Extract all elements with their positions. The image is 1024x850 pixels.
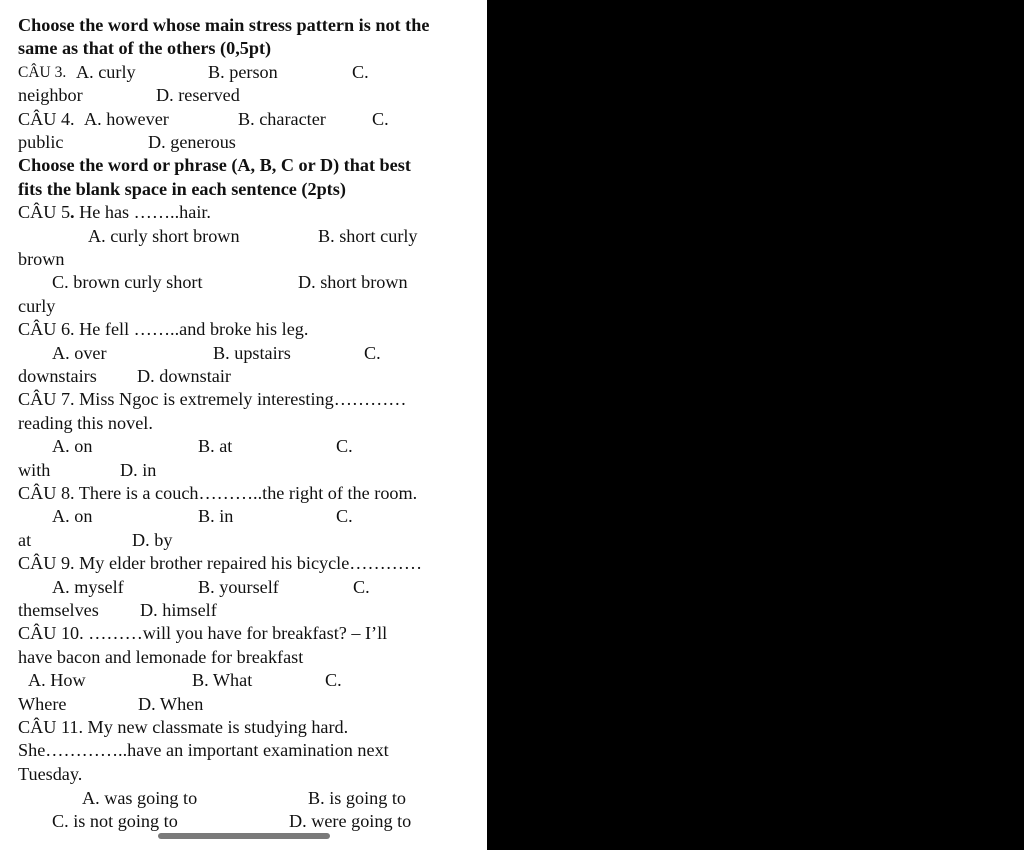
question-5-stem-text: He has ……..hair. bbox=[74, 202, 211, 223]
question-8-option-b: B. in bbox=[198, 506, 234, 527]
question-5-option-d-cont: curly bbox=[18, 295, 56, 316]
question-11-option-a: A. was going to bbox=[82, 788, 198, 808]
question-7-option-b: B. at bbox=[198, 436, 233, 457]
question-4-label: CÂU 4. bbox=[18, 108, 75, 129]
question-11-option-b: B. is going to bbox=[308, 788, 407, 808]
question-10-option-d: D. When bbox=[138, 693, 204, 714]
question-10-stem-line-2: have bacon and lemonade for breakfast bbox=[18, 646, 304, 667]
section-2-heading-line-2: fits the blank space in each sentence (2pts) bbox=[18, 178, 346, 199]
question-6-option-a: A. over bbox=[52, 342, 107, 363]
question-10-stem-line-1: CÂU 10. ………will you have for breakfast? – I’ll bbox=[18, 623, 388, 644]
question-5-option-a: A. curly short brown bbox=[88, 225, 240, 246]
question-8-option-d: D. by bbox=[132, 529, 173, 550]
section-2-heading-line-1: Choose the word or phrase (A, B, C or D) that best bbox=[18, 155, 411, 176]
question-8-stem: CÂU 8. There is a couch………..the right of the room. bbox=[18, 483, 418, 503]
question-3-label: CÂU 3. bbox=[18, 63, 67, 81]
question-7-option-a: A. on bbox=[52, 436, 93, 457]
question-3-option-d: D. reserved bbox=[156, 85, 240, 106]
question-4-option-a: A. however bbox=[84, 108, 169, 129]
question-7-option-c-letter: C. bbox=[336, 436, 353, 457]
question-8-option-c-letter: C. bbox=[336, 506, 353, 527]
question-7-option-d: D. in bbox=[120, 459, 157, 480]
document-page bbox=[0, 0, 487, 850]
question-5-option-c: C. brown curly short bbox=[52, 272, 203, 293]
section-1-heading-line-1: Choose the word whose main stress pattern is not the bbox=[18, 15, 430, 35]
question-6-stem: CÂU 6. He fell ……..and broke his leg. bbox=[18, 319, 309, 340]
home-indicator-bar[interactable] bbox=[158, 833, 330, 839]
question-10-option-a: A. How bbox=[28, 670, 86, 691]
question-6-option-d: D. downstair bbox=[137, 366, 231, 386]
question-4-option-d: D. generous bbox=[148, 132, 236, 152]
question-7-stem-line-2: reading this novel. bbox=[18, 412, 153, 433]
question-5-option-b-cont: brown bbox=[18, 249, 65, 269]
question-7-stem-line-1: CÂU 7. Miss Ngoc is extremely interesting………… bbox=[18, 389, 407, 410]
question-3-option-c-text: neighbor bbox=[18, 85, 83, 106]
question-11-stem-line-1: CÂU 11. My new classmate is studying hard. bbox=[18, 717, 349, 737]
question-9-option-d: D. himself bbox=[140, 600, 217, 620]
question-3-option-c-letter: C. bbox=[352, 61, 369, 82]
black-background-area bbox=[487, 0, 1024, 850]
question-9-stem: CÂU 9. My elder brother repaired his bicycle………… bbox=[18, 553, 423, 574]
question-3-option-b: B. person bbox=[208, 61, 278, 82]
question-9-option-c-letter: C. bbox=[353, 576, 370, 597]
question-3-option-a: A. curly bbox=[76, 61, 136, 82]
question-5-label: CÂU 5 bbox=[18, 202, 71, 223]
question-4-option-b: B. character bbox=[238, 108, 326, 129]
question-5-option-b: B. short curly bbox=[318, 225, 418, 246]
question-5-option-d: D. short brown bbox=[298, 272, 408, 293]
question-10-option-b: B. What bbox=[192, 670, 253, 691]
question-7-option-c-text: with bbox=[18, 459, 51, 480]
question-10-option-c-text: Where bbox=[18, 693, 67, 714]
section-1-heading-line-2: same as that of the others (0,5pt) bbox=[18, 38, 272, 59]
question-11-stem-line-2: She…………..have an important examination next bbox=[18, 740, 389, 761]
question-8-option-a: A. on bbox=[52, 506, 93, 527]
question-6-option-c-text: downstairs bbox=[18, 366, 97, 386]
question-4-option-c-text: public bbox=[18, 132, 64, 152]
question-8-option-c-text: at bbox=[18, 529, 32, 550]
question-11-stem-line-3: Tuesday. bbox=[18, 763, 83, 784]
question-11-option-d: D. were going to bbox=[289, 811, 412, 832]
question-5-stem bbox=[18, 201, 211, 224]
question-9-option-c-text: themselves bbox=[18, 600, 99, 620]
question-9-option-b: B. yourself bbox=[198, 576, 279, 597]
question-6-option-b: B. upstairs bbox=[213, 342, 291, 363]
question-4-option-c-letter: C. bbox=[372, 108, 389, 129]
question-9-option-a: A. myself bbox=[52, 576, 124, 597]
question-5-label-period: . bbox=[70, 202, 75, 223]
question-11-option-c: C. is not going to bbox=[52, 811, 178, 832]
question-10-option-c-letter: C. bbox=[325, 670, 342, 691]
question-6-option-c-letter: C. bbox=[364, 342, 381, 363]
